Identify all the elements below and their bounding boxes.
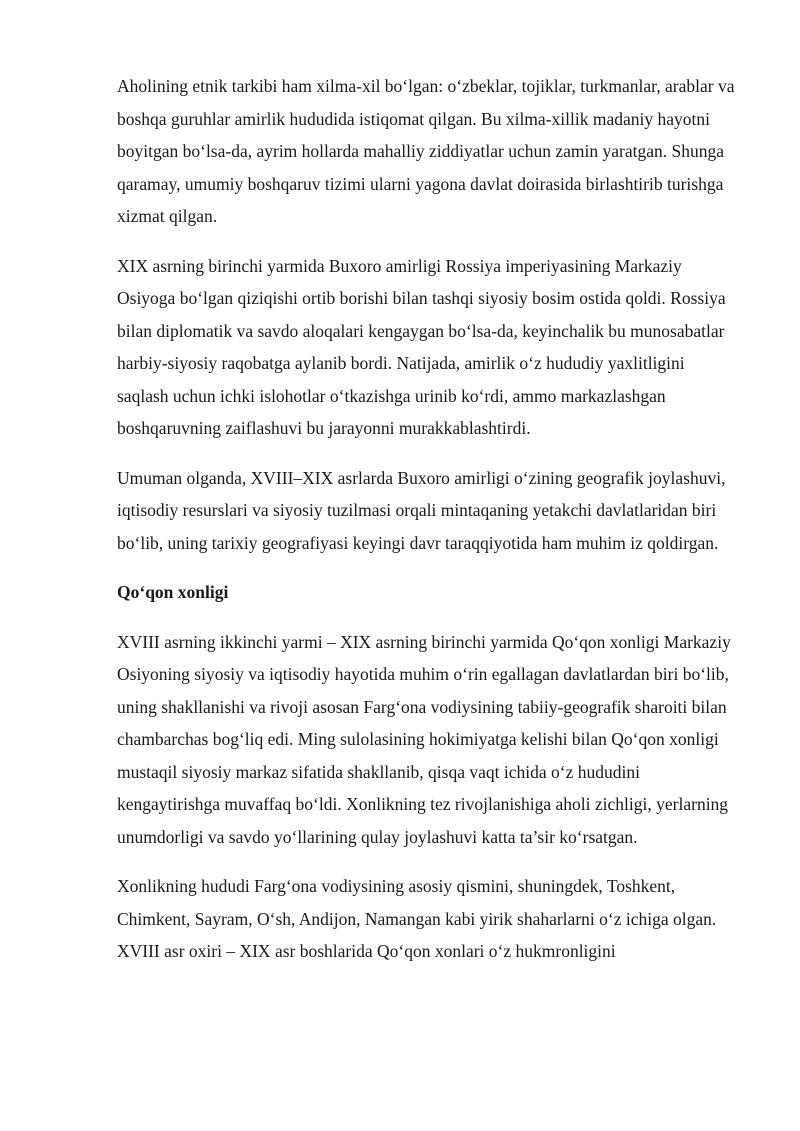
paragraph-kokand-formation: XVIII asrning ikkinchi yarmi – XIX asrning birinchi yarmida Qo‘qon xonligi Markaziy Osiyoning siyosiy va iqtisodiy hayotida muhim o‘rin egallagan davlatlardan biri bo‘lib, uning shakllanishi va rivoji asosan Farg‘ona vodiysining tabiiy-geografik sharoiti bilan chambarchas bog‘liq edi. Ming sulolasining hokimiyatga kelishi bilan Qo‘qon xonligi mustaqil siyosiy markaz sifatida shakllanib, qisqa vaqt ichida o‘z hududini kengaytirishga muvaffaq bo‘ldi. Xonlikning tez rivojlanishiga aholi zichligi, yerlarning unumdorligi va savdo yo‘llarining qulay joylashuvi katta ta’sir ko‘rsatgan.: [117, 631, 731, 847]
paragraph-russian-pressure: XIX asrning birinchi yarmida Buxoro amirligi Rossiya imperiyasining Markaziy Osiyoga bo‘lgan qiziqishi ortib borishi bilan tashqi siyosiy bosim ostida qoldi. Rossiya bilan diplomatik va savdo aloqalari kengaygan bo‘lsa-da, keyinchalik bu munosabatlar harbiy-siyosiy raqobatga aylanib bordi. Natijada, amirlik o‘z hududiy yaxlitligini saqlash uchun ichki islohotlar o‘tkazishga urinib ko‘rdi, ammo markazlashgan boshqaruvning zaiflashuvi bu jarayonni murakkablashtirdi.: [117, 255, 726, 438]
document-page: [117, 70, 737, 985]
paragraph-summary-bukhara: Umuman olganda, XVIII–XIX asrlarda Buxoro amirligi o‘zining geografik joylashuvi, iqtisodiy resurslari va siyosiy tuzilmasi orqali mintaqaning yetakchi davlatlaridan biri bo‘lib, uning tarixiy geografiyasi keyingi davr taraqqiyotida ham muhim iz qoldirgan.: [117, 467, 726, 553]
section-heading-kokand: Qo‘qon xonligi: [117, 582, 229, 602]
paragraph-kokand-territory: Xonlikning hududi Farg‘ona vodiysining asosiy qismini, shuningdek, Toshkent, Chimkent, Sayram, O‘sh, Andijon, Namangan kabi yirik shaharlarni o‘z ichiga olgan. XVIII asr oxiri – XIX asr boshlarida Qo‘qon xonlari o‘z hukmronligini: [117, 876, 717, 961]
paragraph-ethnic-composition: Aholining etnik tarkibi ham xilma-xil bo‘lgan: o‘zbeklar, tojiklar, turkmanlar, arablar va boshqa guruhlar amirlik hududida istiqomat qilgan. Bu xilma-xillik madaniy hayotni boyitgan bo‘lsa-da, ayrim hollarda mahalliy ziddiyatlar uchun zamin yaratgan. Shunga qaramay, umumiy boshqaruv tizimi ularni yagona davlat doirasida birlashtirib turishga xizmat qilgan.: [117, 76, 735, 226]
